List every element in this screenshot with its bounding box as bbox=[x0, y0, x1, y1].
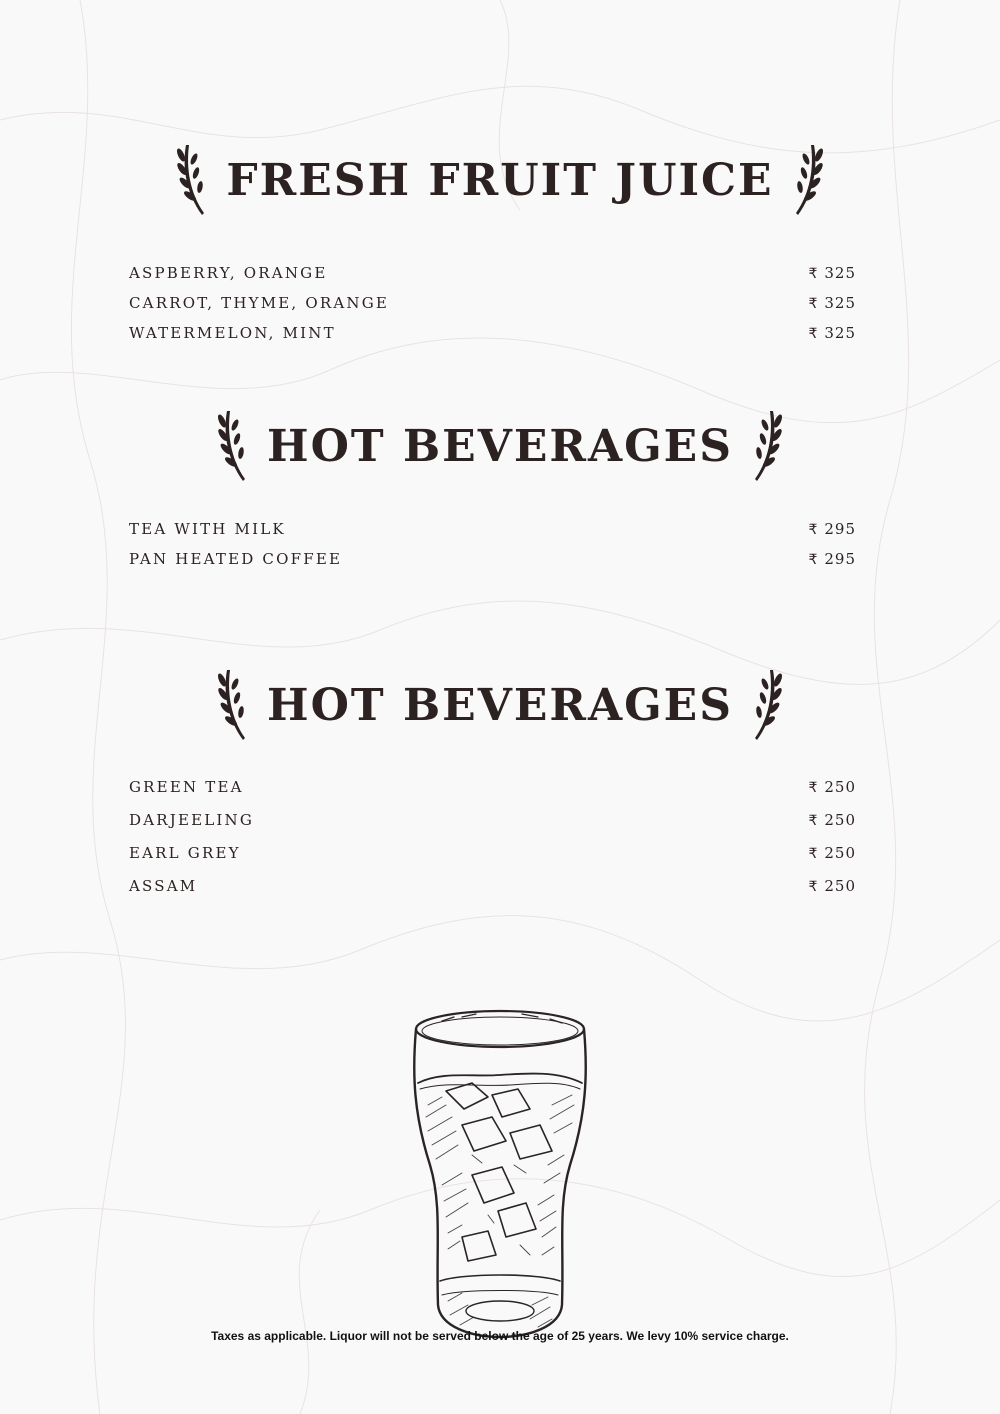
menu-item-price bbox=[808, 811, 856, 829]
price-value: 250 bbox=[824, 843, 856, 862]
laurel-branch-icon bbox=[172, 141, 212, 219]
menu-item-name: EARL GREY bbox=[129, 843, 241, 862]
menu-item-name: TEA WITH MILK bbox=[129, 520, 286, 538]
menu-item bbox=[129, 803, 856, 836]
price-value: 295 bbox=[824, 520, 856, 538]
rupee-symbol: ₹ bbox=[808, 296, 819, 312]
price-value: 295 bbox=[824, 550, 856, 568]
laurel-branch-icon bbox=[747, 666, 787, 744]
section-title: HOT BEVERAGES bbox=[267, 679, 733, 731]
price-value: 325 bbox=[824, 264, 856, 282]
laurel-branch-icon bbox=[213, 666, 253, 744]
menu-item bbox=[129, 514, 856, 544]
menu-item bbox=[129, 770, 856, 803]
menu-item-price bbox=[808, 778, 856, 796]
rupee-symbol: ₹ bbox=[808, 878, 819, 895]
menu-item-price bbox=[808, 550, 856, 568]
menu-item-price bbox=[808, 264, 856, 282]
menu-item-price bbox=[808, 520, 856, 538]
menu-item bbox=[129, 869, 856, 902]
menu-item-name: DARJEELING bbox=[129, 810, 255, 829]
laurel-branch-icon bbox=[747, 407, 787, 485]
price-value: 250 bbox=[824, 777, 856, 796]
price-value: 325 bbox=[824, 324, 856, 342]
menu-item-list bbox=[129, 258, 856, 348]
iced-glass-sketch-icon bbox=[402, 1005, 598, 1341]
price-value: 325 bbox=[824, 294, 856, 312]
footer-note: Taxes as applicable. Liquor will not be served below the age of 25 years. We levy 10% service charge. bbox=[211, 1329, 789, 1343]
rupee-symbol: ₹ bbox=[808, 522, 819, 538]
menu-item bbox=[129, 288, 856, 318]
menu-item-price bbox=[808, 324, 856, 342]
section-heading bbox=[0, 140, 1000, 220]
rupee-symbol: ₹ bbox=[808, 326, 819, 342]
section-title: HOT BEVERAGES bbox=[267, 420, 733, 472]
menu-item-list bbox=[129, 514, 856, 574]
menu-item-name: CARROT, THYME, ORANGE bbox=[129, 294, 390, 312]
menu-item bbox=[129, 258, 856, 288]
menu-item bbox=[129, 544, 856, 574]
menu-item-name: ASSAM bbox=[129, 876, 198, 895]
menu-item-name: GREEN TEA bbox=[129, 777, 244, 796]
menu-item-name: PAN HEATED COFFEE bbox=[129, 550, 343, 568]
section-title: FRESH FRUIT JUICE bbox=[226, 154, 774, 206]
laurel-branch-icon bbox=[788, 141, 828, 219]
rupee-symbol: ₹ bbox=[808, 266, 819, 282]
menu-item bbox=[129, 318, 856, 348]
rupee-symbol: ₹ bbox=[808, 845, 819, 862]
menu-item-name: ASPBERRY, ORANGE bbox=[129, 264, 328, 282]
laurel-branch-icon bbox=[213, 407, 253, 485]
section-heading bbox=[0, 406, 1000, 486]
rupee-symbol: ₹ bbox=[808, 552, 819, 568]
menu-item-name: WATERMELON, MINT bbox=[129, 324, 336, 342]
menu-item-list bbox=[129, 770, 856, 902]
menu-item-price bbox=[808, 844, 856, 862]
rupee-symbol: ₹ bbox=[808, 779, 819, 796]
price-value: 250 bbox=[824, 810, 856, 829]
rupee-symbol: ₹ bbox=[808, 812, 819, 829]
menu-item-price bbox=[808, 877, 856, 895]
menu-item-price bbox=[808, 294, 856, 312]
menu-item bbox=[129, 836, 856, 869]
price-value: 250 bbox=[824, 876, 856, 895]
section-heading bbox=[0, 665, 1000, 745]
